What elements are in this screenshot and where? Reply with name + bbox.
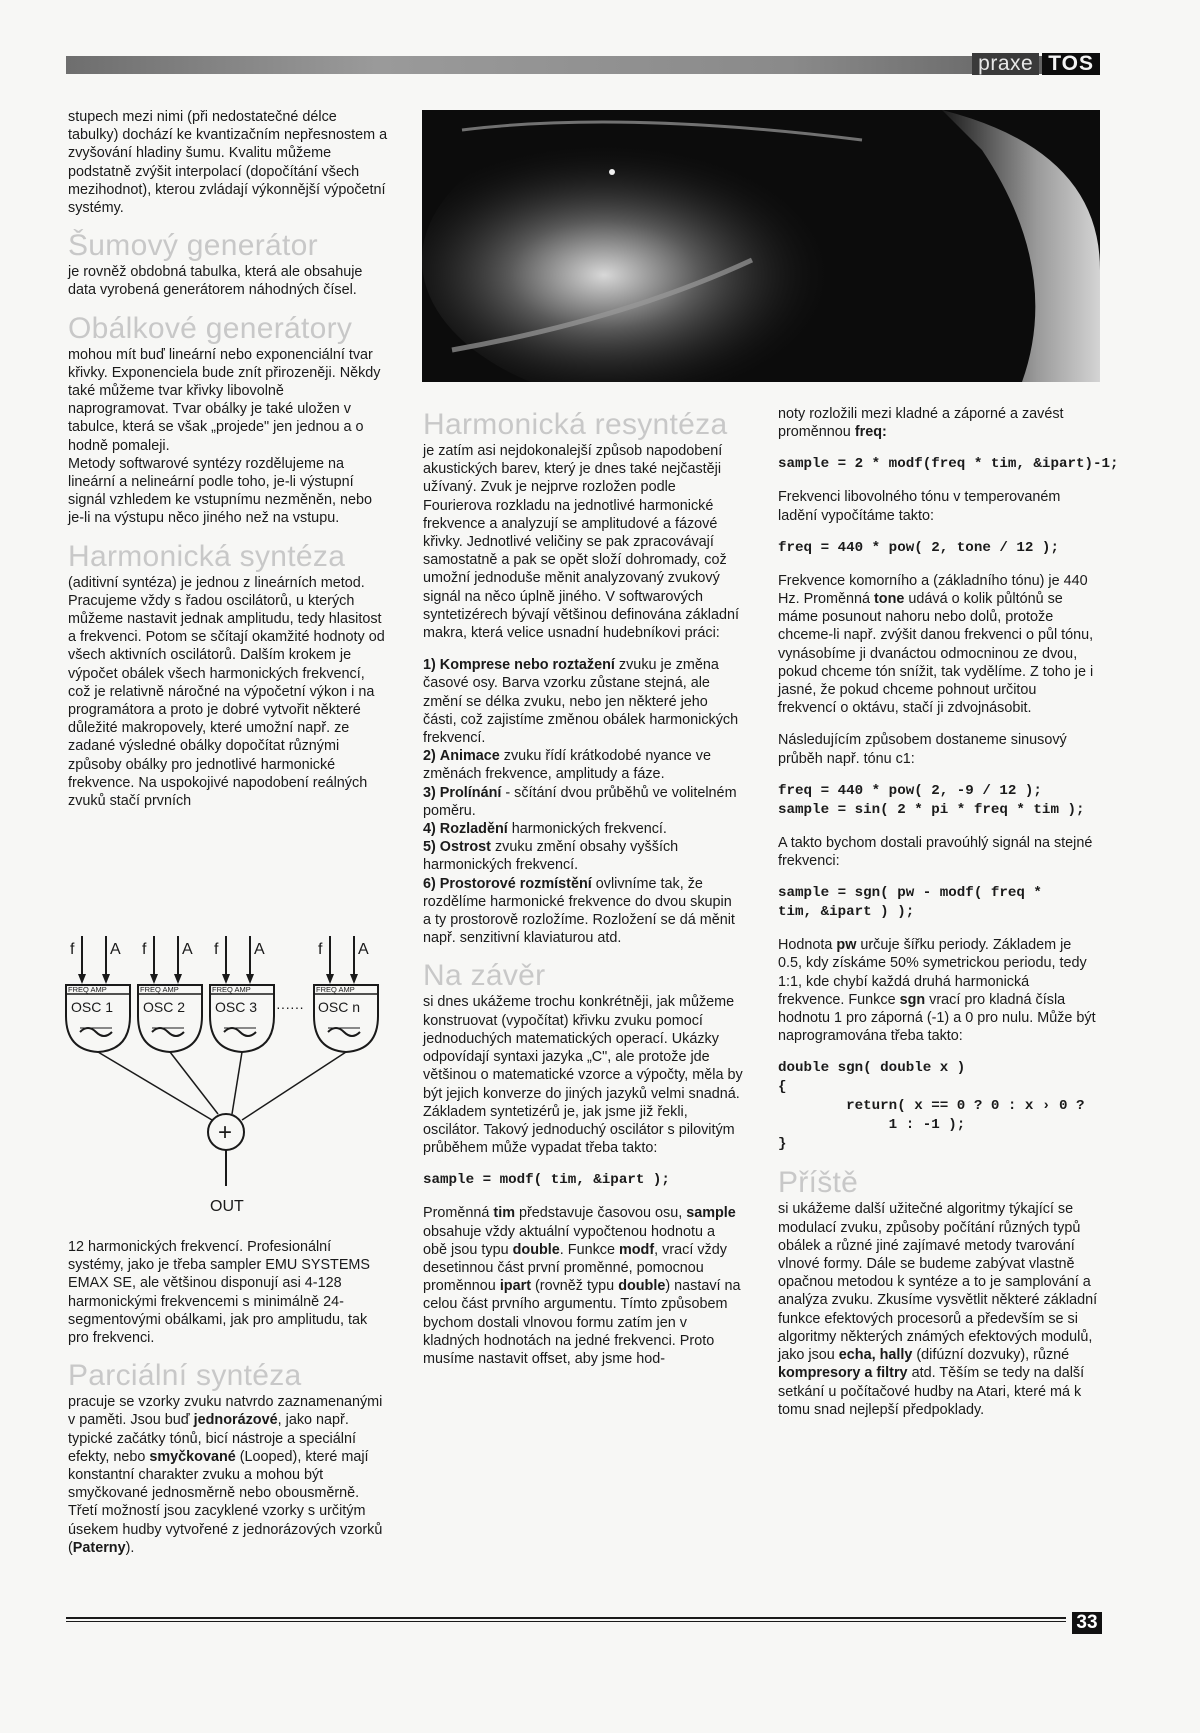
paragraph-pw: Hodnota pw určuje šířku periody. Základem je 0.5, kdy získáme 50% symetrickou periodu, tedy 1:1, kde chybí každá druhá harmonická frekvence. Funkce sgn vrací pro kladná čísla hodnotu 1 pro záporná (-1) a 0 pro nulu. Může být naprogramována třeba takto: xyxy=(778,937,1096,1045)
code-sine: freq = 440 * pow( 2, -9 / 12 ); sample = sin( 2 * pi * freq * tim ); xyxy=(778,782,1085,818)
magazine-label: TOS xyxy=(1042,53,1100,75)
footer-rule-thin xyxy=(66,1621,1066,1622)
heading-parcialni-synteza: Parciální syntéza xyxy=(68,1359,302,1393)
heading-harmonicka-synteza: Harmonická syntéza xyxy=(68,539,346,573)
paragraph-obalkove-1: mohou mít buď lineární nebo exponenciální tvar křivky. Exponenciela bude znít přirozeněji. Někdy také můžeme tvar křivky libovolně naprogramovat. Tvar obálky je také uložen v tabulce, která se však „projede" jen jednou a o hodně pomaleji. xyxy=(68,346,381,454)
paragraph-harmonicka-2: 12 harmonických frekvencí. Profesionální systémy, jako je třeba sampler EMU SYSTEMS EMAX SE, ale většinou disponují asi 4-128 harmonickými frekvencemi s minimálně 24-segmentovými obálkami, jak pro amplitudu, tak pro frekvenci. xyxy=(68,1239,371,1347)
list-item: 3) Prolínání - sčítání dvou průběhů ve volitelném poměru. xyxy=(423,784,737,819)
heading-priste: Příště xyxy=(778,1166,859,1200)
paragraph-resynteza: je zatím asi nejdokonalejší způsob napodobení akustických barev, který je dnes také nejčastěji užívaný. Zvuk je nejprve rozložen podle Fourierova rozkladu na jednotlivé harmonické frekvence a analyzují se amplitudové a fázové křivky. Jednotlivé veličiny se pak zpracovávají samostatně a pak se opět složí dohromady, což umožní jednoduše měnit analyzovaný zvukový signál na něco úplně jiného. V softwarových syntetizérech bývají většinou definována základní makra, která velice usnadní hudebníkovi práci: xyxy=(423,443,739,642)
column-3 xyxy=(778,405,1119,1419)
osc-1-label: OSC 1 xyxy=(71,999,114,1015)
intro-paragraph: stupech mezi nimi (při nedostatečné délce tabulky) dochází ke kvantizačním nepřesnostem a zvyšování hladiny šumu. Kvalitu můžeme podstatně zvýšit interpolací (dopočítání všech mezihodnot), kterou zvládají výkonnější výpočetní systémy. xyxy=(68,109,388,217)
oscillator-diagram xyxy=(60,928,400,1228)
osc-n-label: OSC n xyxy=(318,999,361,1015)
column-2 xyxy=(423,410,743,1368)
list-item: 1) Komprese nebo roztažení zvuku je změna časové osy. Barva vzorku zůstane stejná, ale změní se délka zvuku, nebo jen některé jeho části, což zajistíme změnou obálek harmonických frekvencí. xyxy=(423,657,739,747)
header-bar xyxy=(66,56,1100,74)
paragraph-sumovy: je rovněž obdobná tabulka, která ale obsahuje data vyrobená generátorem náhodných čísel. xyxy=(68,264,363,299)
section-header xyxy=(972,53,1100,75)
section-label: praxe xyxy=(972,53,1039,75)
amp-input-label: A xyxy=(254,941,265,958)
paragraph-frekvence: Frekvenci libovolného tónu v temperovaném ladění vypočítáme takto: xyxy=(778,489,1061,524)
freq-amp-label: FREQ AMP xyxy=(212,985,251,994)
heading-sumovy-generator: Šumový generátor xyxy=(68,229,318,263)
list-item: 2) Animace zvuku řídí krátkodobé nyance ve změnách frekvence, amplitudy a fáze. xyxy=(423,748,711,783)
heading-harmonicka-resynteza: Harmonická resyntéza xyxy=(423,408,728,441)
paragraph-tim: Proměnná tim představuje časovou osu, sample obsahuje vždy aktuální vypočtenou hodnotu a obě jsou typu double. Funkce modf, vrací vždy desetinnou část první proměnné, pomocnou proměnnou ipart (rovněž typu double) nastaví na celou část prvního argumentu. Tímto způsobem bychom dostali vlnovou formu zatím jen v kladných hodnotách na jedné frekvenci. Proto musíme nastavit offset, aby jsme hod- xyxy=(423,1205,741,1367)
column-1-bottom xyxy=(68,1238,388,1557)
list-item: 4) Rozladění harmonických frekvencí. xyxy=(423,821,667,838)
osc-unit-2 xyxy=(138,936,202,1052)
osc-unit-n xyxy=(314,936,378,1052)
code-freq-tone: freq = 440 * pow( 2, tone / 12 ); xyxy=(778,539,1059,556)
out-label: OUT xyxy=(210,1198,244,1215)
freq-input-label: f xyxy=(318,941,323,958)
code-sample-freq: sample = 2 * modf(freq * tim, &ipart)-1; xyxy=(778,456,1119,473)
page-number: 33 xyxy=(1072,1612,1102,1634)
amp-input-label: A xyxy=(110,941,121,958)
heading-na-zaver: Na závěr xyxy=(423,959,546,993)
freq-input-label: f xyxy=(70,941,75,958)
paragraph-pravouhly: A takto bychom dostali pravoúhlý signál na stejné frekvenci: xyxy=(778,834,1093,870)
speaker-photo xyxy=(422,110,1100,382)
freq-input-label: f xyxy=(214,941,219,958)
freq-amp-label: FREQ AMP xyxy=(316,985,355,994)
list-item: 6) Prostorové rozmístění ovlivníme tak, že rozdělíme harmonické frekvence do dvou skupin a ty prostorově rozložíme. Rozložení se dá měnit např. senzitivní klaviaturou atd. xyxy=(423,875,735,947)
paragraph-obalkove-2: Metody softwarové syntézy rozdělujeme na lineární a nelineární podle toho, je-li výstupní signál vzhledem ke vstupnímu nezměněn, nebo je-li na výstupu něco jiného než na vstupu. xyxy=(68,455,372,527)
paragraph-priste: si ukážeme další užitečné algoritmy týkající se modulací zvuku, způsoby počítání různých typů obálek a různé jiné zajímavé metody tvarování vlnové formy. Dále se budeme zabývat vlastně opačnou metodou k syntéze a to je samplování a analýza zvuku. Zkusíme vysvětlit některé základní funkce efektových procesorů a především se si algoritmy některých známých efektových modulů, jako jsou echa, hally (difúzní dozvuky), různé kompresory a filtry atd. Těším se tedy na další setkání u počítačové hudby na Atari, které má k tomu snad nejlepší předpoklady. xyxy=(778,1201,1098,1418)
paragraph-noty: noty rozložili mezi kladné a záporné a zavést proměnnou freq: xyxy=(778,406,1064,441)
list-item: 5) Ostrost zvuku změní obsahy vyšších harmonických frekvencí. xyxy=(423,839,679,874)
footer-rule xyxy=(66,1617,1066,1619)
osc-unit-3 xyxy=(210,936,274,1052)
osc-2-label: OSC 2 xyxy=(143,999,186,1015)
amp-input-label: A xyxy=(358,941,369,958)
heading-obalkove-generatory: Obálkové generátory xyxy=(68,311,353,345)
paragraph-nasledujici: Následujícím způsobem dostaneme sinusový průběh např. tónu c1: xyxy=(778,732,1067,767)
paragraph-harmonicka: (aditivní syntéza) je jednou z lineárních metod. Pracujeme vždy s řadou oscilátorů, u kterých můžeme nastavit jednak amplitudu, tedy hlasitost a frekvenci. Potom se sčítají okamžité hodnoty od všech aktivních oscilátorů. Dalším krokem je výpočet obálek všech harmonických frekvencí, což je relativně náročné na výpočetní výkon i na programátora a proto je dobré vytvořit některé důležité makropovely, které umožní např. ze zadané výsledné obálky dopočítat různými způsoby obálky pro jednotlivé harmonické frekvence. Na uspokojivé napodobení reálných zvuků stačí prvních xyxy=(68,574,385,810)
paragraph-komorni: Frekvence komorního a (základního tónu) je 440 Hz. Proměnná tone udává o kolik půltónů se máme posunout nahoru nebo dolů, protože chceme-li např. zvýšit danou frekvenci o půl tónu, vynásobíme ji dvanáctou odmocninou ze dvou, pokud chceme tón snížit, tak vydělíme. Z toho je i jasné, že pokud chceme pohnout určitou frekvencí o oktávu, stačí ji zdvojnásobit. xyxy=(778,572,1094,717)
column-1 xyxy=(68,108,388,810)
paragraph-parcialni: pracuje se vzorky zvuku natvrdo zaznamenanými v paměti. Jsou buď jednorázové, jako např. typické začátky tónů, bicí nástroje a speciální efekty, nebo smyčkované (Looped), které mají konstantní charakter zvuku a mohou být smyčkované jednosměrně nebo obousměrně. Třetí možností jsou zacyklené vzorky s určitým úsekem hudby vytvořené z jednorázových vzorků (Paterny). xyxy=(68,1394,383,1556)
osc-3-label: OSC 3 xyxy=(215,999,258,1015)
sum-symbol: + xyxy=(218,1119,233,1146)
paragraph-zaver: si dnes ukážeme trochu konkrétněji, jak můžeme konstruovat (vypočítat) křivku zvuku pomocí jednoduchých matematických operací. Ukázky odpovídají syntaxi jazyka „C", ale protože jde většinou o matematické vzorce a výpočty, měla by být jejich konverze do jiných jazyků velmi snadná. Základem syntetizérů je, jak jsme již řekli, oscilátor. Takový jednoduchý oscilátor s pilovitým průběhem může vypadat třeba takto: xyxy=(423,994,743,1157)
code-square: sample = sgn( pw - modf( freq * tim, &ipart ) ); xyxy=(778,885,1042,921)
freq-amp-label: FREQ AMP xyxy=(68,985,107,994)
osc-unit-1 xyxy=(66,936,130,1052)
code-sample-modf: sample = modf( tim, &ipart ); xyxy=(423,1172,670,1189)
freq-amp-label: FREQ AMP xyxy=(140,985,179,994)
amp-input-label: A xyxy=(182,941,193,958)
freq-input-label: f xyxy=(142,941,147,958)
code-sgn-function: double sgn( double x ) { return( x == 0 ? 0 : x › 0 ? 1 : -1 ); } xyxy=(778,1060,1085,1153)
dots-label: ······ xyxy=(276,999,304,1015)
